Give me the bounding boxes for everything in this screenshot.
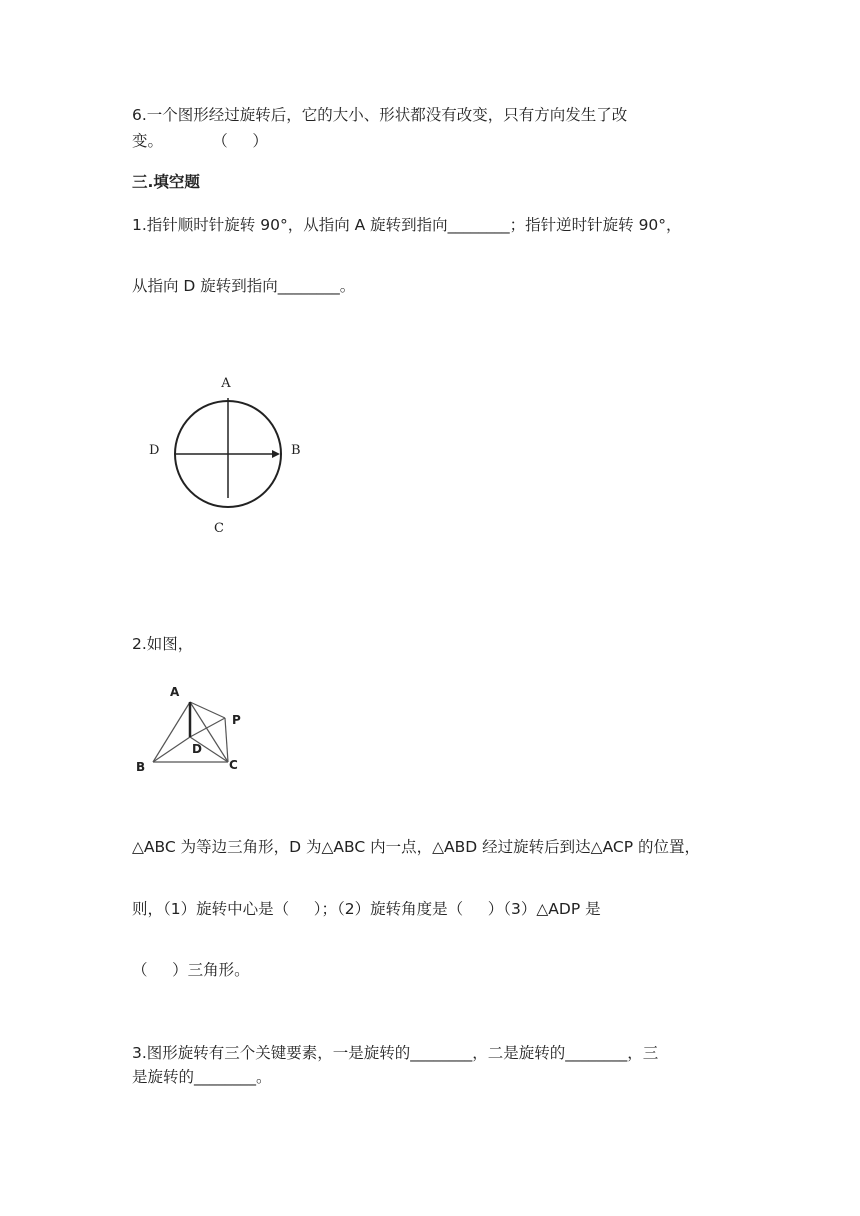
segment-bd: [153, 737, 190, 762]
section-title-fill-in: 三.填空题: [132, 173, 200, 191]
segment-pc: [225, 718, 228, 762]
q1-dial-figure: [140, 368, 340, 548]
triangle-label-c: C: [229, 758, 238, 772]
dial-label-d: D: [149, 443, 160, 458]
dial-label-c: C: [214, 521, 224, 536]
q2-triangle-figure: [130, 680, 260, 790]
triangle-label-d: D: [192, 742, 202, 756]
q6-text-line2: 变。 （ ）: [132, 132, 268, 150]
q1-text-line2: 从指向 D 旋转到指向________。: [132, 277, 356, 295]
q2-text-line4: （ ）三角形。: [132, 961, 250, 979]
dial-label-a: A: [221, 376, 231, 391]
q3-text-line1: 3.图形旋转有三个关键要素，一是旋转的________，二是旋转的________，三: [132, 1044, 659, 1062]
q1-text-line1: 1.指针顺时针旋转 90°，从指向 A 旋转到指向________；指针逆时针旋转 90°，: [132, 216, 682, 234]
segment-ab: [153, 702, 190, 762]
q2-text-line1: 2.如图，: [132, 635, 194, 653]
triangle-label-a: A: [170, 685, 180, 699]
q2-text-line2: △ABC 为等边三角形，D 为△ABC 内一点，△ABD 经过旋转后到达△ACP 的位置，: [132, 838, 700, 856]
triangle-label-p: P: [232, 713, 241, 727]
q3-text-line2: 是旋转的________。: [132, 1068, 272, 1086]
q6-text-line1: 6.一个图形经过旋转后，它的大小、形状都没有改变，只有方向发生了改: [132, 106, 628, 124]
triangle-label-b: B: [136, 760, 146, 774]
dial-label-b: B: [291, 443, 301, 458]
q2-text-line3: 则，（1）旋转中心是（ ）；（2）旋转角度是（ ）（3）△ADP 是: [132, 900, 601, 918]
pointer-arrowhead: [272, 450, 280, 458]
segment-dp: [190, 718, 225, 737]
